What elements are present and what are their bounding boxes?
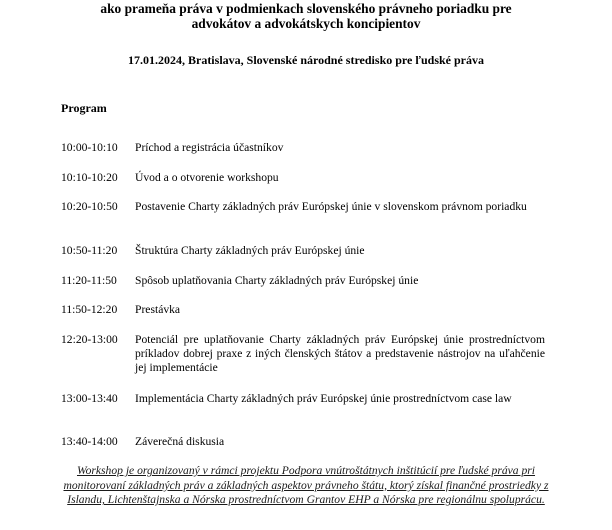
program-heading: Program xyxy=(61,101,107,115)
schedule-time: 10:00-10:10 xyxy=(61,141,118,154)
document-title-line-1: ako prameňa práva v podmienkach slovenského právneho poriadku pre xyxy=(100,1,512,16)
schedule-time: 12:20-13:00 xyxy=(61,333,118,346)
funding-note: Workshop je organizovaný v rámci projektu Podpora vnútroštátnych inštitúcií pre ľudské práva pri monitorovaní základných práv a základných aspektov právneho štátu, ktorý získal finančné prostriedky z Islandu, Lichtenštajnska a Nórska prostredníctvom Grantov EHP a Nórska pre regionálnu spoluprácu. xyxy=(63,464,549,507)
schedule-time: 10:10-10:20 xyxy=(61,171,118,184)
schedule-description: Postavenie Charty základných práv Európskej únie v slovenskom právnom poriadku xyxy=(135,200,527,213)
schedule-description: Záverečná diskusia xyxy=(135,435,225,448)
schedule-description: Implementácia Charty základných práv Európskej únie prostredníctvom case law xyxy=(135,392,512,405)
schedule-description: Úvod a o otvorenie workshopu xyxy=(135,171,279,184)
event-date-location: 17.01.2024, Bratislava, Slovenské národné stredisko pre ľudské práva xyxy=(127,53,484,67)
schedule-description: Štruktúra Charty základných práv Európskej únie xyxy=(135,244,365,257)
schedule-time: 11:20-11:50 xyxy=(61,274,117,287)
document-title-line-2: advokátov a advokátskych koncipientov xyxy=(191,16,421,31)
schedule-description: Príchod a registrácia účastníkov xyxy=(135,141,284,154)
schedule-time: 10:20-10:50 xyxy=(61,200,118,213)
schedule-time: 10:50-11:20 xyxy=(61,244,118,257)
schedule-time: 11:50-12:20 xyxy=(61,303,118,316)
schedule-time: 13:00-13:40 xyxy=(61,392,118,405)
schedule-time: 13:40-14:00 xyxy=(61,435,118,448)
schedule-description: Prestávka xyxy=(135,303,181,316)
schedule-description: Potenciál pre uplatňovanie Charty základných práv Európskej únie prostredníctvom príkladov dobrej praxe z iných členských štátov a predstavenie nástrojov na uľahčenie jej implementácie xyxy=(135,333,545,374)
schedule-description: Spôsob uplatňovania Charty základných práv Európskej únie xyxy=(135,274,419,287)
